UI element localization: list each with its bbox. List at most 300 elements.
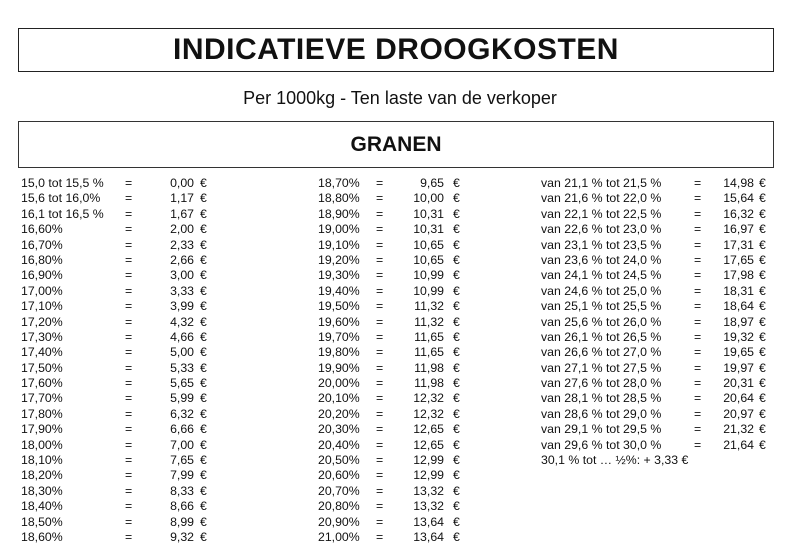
- rate-value: 3,00: [170, 268, 194, 283]
- rate-label: 18,90%: [318, 206, 360, 221]
- rate-value: 17,98: [723, 268, 754, 283]
- rate-value: 5,65: [170, 376, 194, 391]
- rate-label: 17,60%: [21, 376, 63, 391]
- equals-sign: =: [376, 499, 384, 514]
- rate-column-1: [21, 176, 221, 545]
- equals-sign: =: [125, 237, 133, 252]
- rate-row: [21, 468, 221, 483]
- rate-label: 17,00%: [21, 283, 63, 298]
- page-subtitle: Per 1000kg - Ten laste van de verkoper: [243, 88, 557, 108]
- rate-label: 19,10%: [318, 237, 360, 252]
- equals-sign: =: [694, 176, 702, 190]
- page-title-box: [18, 28, 774, 72]
- rate-value: 9,32: [170, 529, 194, 544]
- equals-sign: =: [694, 222, 702, 237]
- rate-label: 18,00%: [21, 437, 63, 452]
- rate-row: [21, 238, 221, 253]
- euro-sign: €: [453, 314, 460, 329]
- rate-label: 16,70%: [21, 237, 63, 252]
- rate-label: 20,50%: [318, 453, 360, 468]
- rate-row: [318, 222, 478, 237]
- rate-value: 12,99: [413, 453, 444, 468]
- rate-value: 13,64: [413, 514, 444, 529]
- rate-label: van 21,1 % tot 21,5 %: [541, 176, 662, 190]
- rate-row: [541, 407, 781, 422]
- rate-row: [318, 284, 478, 299]
- rate-row: [318, 238, 478, 253]
- euro-sign: €: [453, 406, 460, 421]
- equals-sign: =: [376, 360, 384, 375]
- rate-row: [21, 391, 221, 406]
- rate-row: [318, 191, 478, 206]
- rate-label: 17,40%: [21, 345, 63, 360]
- section-header-box: [18, 121, 774, 168]
- rate-value: 9,65: [420, 176, 444, 190]
- euro-sign: €: [200, 468, 207, 483]
- rate-row: [541, 253, 781, 268]
- rate-value: 0,00: [170, 176, 194, 190]
- euro-sign: €: [200, 391, 207, 406]
- rate-value: 20,97: [723, 406, 754, 421]
- rate-row: [318, 453, 478, 468]
- euro-sign: €: [200, 345, 207, 360]
- rate-label: 18,20%: [21, 468, 63, 483]
- rate-row: [541, 207, 781, 222]
- equals-sign: =: [376, 483, 384, 498]
- rate-row: [21, 330, 221, 345]
- rate-row: [318, 330, 478, 345]
- rate-row: [21, 515, 221, 530]
- euro-sign: €: [453, 268, 460, 283]
- rate-value: 1,17: [170, 191, 194, 206]
- euro-sign: €: [759, 376, 766, 391]
- equals-sign: =: [125, 453, 133, 468]
- rate-value: 7,65: [170, 453, 194, 468]
- rate-label: van 24,6 % tot 25,0 %: [541, 283, 662, 298]
- rate-value: 10,65: [413, 252, 444, 267]
- equals-sign: =: [125, 406, 133, 421]
- rate-row: [318, 499, 478, 514]
- rate-row: [318, 299, 478, 314]
- rate-label: 17,10%: [21, 299, 63, 314]
- euro-sign: €: [200, 437, 207, 452]
- rate-label: 18,80%: [318, 191, 360, 206]
- equals-sign: =: [376, 237, 384, 252]
- euro-sign: €: [200, 529, 207, 544]
- equals-sign: =: [376, 283, 384, 298]
- rate-value: 4,32: [170, 314, 194, 329]
- rate-label: van 27,6 % tot 28,0 %: [541, 376, 662, 391]
- euro-sign: €: [453, 376, 460, 391]
- euro-sign: €: [200, 206, 207, 221]
- equals-sign: =: [125, 176, 133, 190]
- rate-row: [541, 238, 781, 253]
- equals-sign: =: [376, 206, 384, 221]
- equals-sign: =: [376, 345, 384, 360]
- rate-row: [541, 376, 781, 391]
- equals-sign: =: [125, 422, 133, 437]
- euro-sign: €: [453, 299, 460, 314]
- rate-label: van 29,1 % tot 29,5 %: [541, 422, 662, 437]
- rate-label: van 24,1 % tot 24,5 %: [541, 268, 662, 283]
- equals-sign: =: [694, 329, 702, 344]
- euro-sign: €: [200, 406, 207, 421]
- equals-sign: =: [694, 376, 702, 391]
- rate-row: [21, 453, 221, 468]
- equals-sign: =: [376, 329, 384, 344]
- equals-sign: =: [694, 391, 702, 406]
- rate-value: 3,99: [170, 299, 194, 314]
- euro-sign: €: [759, 283, 766, 298]
- euro-sign: €: [759, 406, 766, 421]
- rate-column-2: [318, 176, 478, 545]
- rate-row: [541, 299, 781, 314]
- rate-value: 16,97: [723, 222, 754, 237]
- equals-sign: =: [125, 314, 133, 329]
- equals-sign: =: [125, 483, 133, 498]
- rate-row: [318, 391, 478, 406]
- rate-label: 19,00%: [318, 222, 360, 237]
- rate-label: 20,30%: [318, 422, 360, 437]
- rate-label: van 29,6 % tot 30,0 %: [541, 437, 662, 452]
- rate-row: [318, 268, 478, 283]
- euro-sign: €: [453, 422, 460, 437]
- section-title: GRANEN: [350, 132, 442, 156]
- rate-label: 19,60%: [318, 314, 360, 329]
- rate-value: 2,00: [170, 222, 194, 237]
- rate-value: 13,64: [413, 529, 444, 544]
- rate-value: 5,00: [170, 345, 194, 360]
- rate-value: 7,00: [170, 437, 194, 452]
- rate-value: 12,65: [413, 437, 444, 452]
- rate-value: 10,99: [413, 283, 444, 298]
- rate-label: 20,80%: [318, 499, 360, 514]
- rate-row: [318, 315, 478, 330]
- rate-label: 19,20%: [318, 252, 360, 267]
- equals-sign: =: [125, 222, 133, 237]
- rate-label: 17,90%: [21, 422, 63, 437]
- equals-sign: =: [694, 252, 702, 267]
- rate-label: van 28,1 % tot 28,5 %: [541, 391, 662, 406]
- rate-value: 1,67: [170, 206, 194, 221]
- rate-label: 20,70%: [318, 483, 360, 498]
- rate-row: [318, 176, 478, 191]
- rate-label: van 21,6 % tot 22,0 %: [541, 191, 662, 206]
- equals-sign: =: [376, 406, 384, 421]
- euro-sign: €: [200, 252, 207, 267]
- rate-value: 6,66: [170, 422, 194, 437]
- equals-sign: =: [376, 453, 384, 468]
- rate-row: [318, 438, 478, 453]
- page-title: INDICATIEVE DROOGKOSTEN: [173, 33, 619, 66]
- euro-sign: €: [453, 252, 460, 267]
- euro-sign: €: [759, 237, 766, 252]
- euro-sign: €: [453, 191, 460, 206]
- rate-label: 20,00%: [318, 376, 360, 391]
- rate-row: [21, 499, 221, 514]
- equals-sign: =: [376, 391, 384, 406]
- rate-label: 20,10%: [318, 391, 360, 406]
- euro-sign: €: [759, 222, 766, 237]
- equals-sign: =: [125, 299, 133, 314]
- rate-label: 20,90%: [318, 514, 360, 529]
- rate-label: van 22,6 % tot 23,0 %: [541, 222, 662, 237]
- rate-row: [318, 484, 478, 499]
- rate-row: [21, 253, 221, 268]
- rate-label: 18,10%: [21, 453, 63, 468]
- euro-sign: €: [200, 237, 207, 252]
- euro-sign: €: [759, 299, 766, 314]
- euro-sign: €: [759, 391, 766, 406]
- equals-sign: =: [694, 237, 702, 252]
- euro-sign: €: [453, 222, 460, 237]
- euro-sign: €: [453, 437, 460, 452]
- rate-value: 11,32: [414, 314, 444, 329]
- rate-value: 12,65: [413, 422, 444, 437]
- rate-label: van 23,1 % tot 23,5 %: [541, 237, 662, 252]
- equals-sign: =: [376, 422, 384, 437]
- rate-value: 19,65: [723, 345, 754, 360]
- rate-value: 8,66: [170, 499, 194, 514]
- rate-value: 7,99: [170, 468, 194, 483]
- rate-label: 20,40%: [318, 437, 360, 452]
- equals-sign: =: [376, 314, 384, 329]
- euro-sign: €: [759, 191, 766, 206]
- equals-sign: =: [694, 206, 702, 221]
- rate-value: 17,65: [723, 252, 754, 267]
- rate-value: 12,99: [413, 468, 444, 483]
- equals-sign: =: [125, 499, 133, 514]
- rate-row: [318, 468, 478, 483]
- rate-row: [21, 176, 221, 191]
- rate-row: [21, 284, 221, 299]
- euro-sign: €: [759, 422, 766, 437]
- euro-sign: €: [200, 176, 207, 190]
- rate-label: 17,70%: [21, 391, 63, 406]
- rate-row: [541, 191, 781, 206]
- rate-value: 2,66: [170, 252, 194, 267]
- rate-value: 10,65: [413, 237, 444, 252]
- euro-sign: €: [453, 283, 460, 298]
- euro-sign: €: [759, 437, 766, 452]
- euro-sign: €: [200, 299, 207, 314]
- equals-sign: =: [376, 299, 384, 314]
- euro-sign: €: [200, 268, 207, 283]
- rate-value: 8,99: [170, 514, 194, 529]
- rate-label: van 28,6 % tot 29,0 %: [541, 406, 662, 421]
- euro-sign: €: [759, 176, 766, 190]
- equals-sign: =: [125, 268, 133, 283]
- equals-sign: =: [376, 268, 384, 283]
- rate-label: 16,80%: [21, 252, 63, 267]
- rate-row: [541, 438, 781, 453]
- euro-sign: €: [200, 283, 207, 298]
- rate-row: [318, 422, 478, 437]
- rate-value: 10,31: [413, 222, 444, 237]
- equals-sign: =: [376, 376, 384, 391]
- rate-value: 18,31: [723, 283, 754, 298]
- rate-row: [541, 330, 781, 345]
- rate-value: 13,32: [413, 499, 444, 514]
- rate-label: 17,20%: [21, 314, 63, 329]
- rate-row: [541, 361, 781, 376]
- rate-label: 18,30%: [21, 483, 63, 498]
- euro-sign: €: [453, 329, 460, 344]
- rate-label: 15,6 tot 16,0%: [21, 191, 101, 206]
- equals-sign: =: [376, 176, 384, 190]
- equals-sign: =: [125, 360, 133, 375]
- equals-sign: =: [694, 345, 702, 360]
- equals-sign: =: [376, 252, 384, 267]
- rate-row: [318, 345, 478, 360]
- rate-value: 10,00: [413, 191, 444, 206]
- equals-sign: =: [125, 514, 133, 529]
- equals-sign: =: [125, 437, 133, 452]
- rate-label: van 25,6 % tot 26,0 %: [541, 314, 662, 329]
- rate-value: 10,99: [413, 268, 444, 283]
- rate-row: [541, 315, 781, 330]
- rate-row: [21, 376, 221, 391]
- euro-sign: €: [200, 360, 207, 375]
- rate-row: [21, 299, 221, 314]
- equals-sign: =: [125, 468, 133, 483]
- rate-row: [318, 376, 478, 391]
- rate-value: 8,33: [170, 483, 194, 498]
- euro-sign: €: [453, 360, 460, 375]
- equals-sign: =: [694, 360, 702, 375]
- rate-value: 11,65: [414, 345, 444, 360]
- rate-value: 10,31: [413, 206, 444, 221]
- rate-row: [318, 361, 478, 376]
- rate-label: 16,90%: [21, 268, 63, 283]
- euro-sign: €: [453, 529, 460, 544]
- rate-row: [318, 253, 478, 268]
- rate-row: [21, 530, 221, 545]
- rate-row: [541, 222, 781, 237]
- euro-sign: €: [453, 514, 460, 529]
- rate-row: [541, 176, 781, 191]
- euro-sign: €: [200, 483, 207, 498]
- footnote: 30,1 % tot … ½%: + 3,33 €: [541, 453, 689, 468]
- rate-value: 11,65: [414, 329, 444, 344]
- equals-sign: =: [694, 422, 702, 437]
- rate-row: [318, 515, 478, 530]
- rate-label: 19,30%: [318, 268, 360, 283]
- rate-label: 15,0 tot 15,5 %: [21, 176, 104, 190]
- rate-value: 20,31: [723, 376, 754, 391]
- rate-row: [541, 268, 781, 283]
- equals-sign: =: [376, 514, 384, 529]
- rate-label: 19,90%: [318, 360, 360, 375]
- rate-value: 11,98: [414, 376, 444, 391]
- equals-sign: =: [125, 376, 133, 391]
- euro-sign: €: [453, 345, 460, 360]
- rate-value: 18,97: [723, 314, 754, 329]
- euro-sign: €: [200, 499, 207, 514]
- rate-row: [21, 207, 221, 222]
- rate-value: 21,64: [723, 437, 754, 452]
- rate-label: 16,1 tot 16,5 %: [21, 206, 104, 221]
- equals-sign: =: [125, 283, 133, 298]
- euro-sign: €: [453, 483, 460, 498]
- rate-label: van 26,6 % tot 27,0 %: [541, 345, 662, 360]
- rate-label: 18,60%: [21, 529, 63, 544]
- rate-value: 4,66: [170, 329, 194, 344]
- rate-row: [21, 361, 221, 376]
- euro-sign: €: [759, 329, 766, 344]
- rate-row: [541, 284, 781, 299]
- euro-sign: €: [759, 268, 766, 283]
- equals-sign: =: [694, 283, 702, 298]
- equals-sign: =: [125, 329, 133, 344]
- euro-sign: €: [200, 453, 207, 468]
- euro-sign: €: [759, 345, 766, 360]
- euro-sign: €: [453, 206, 460, 221]
- euro-sign: €: [200, 222, 207, 237]
- euro-sign: €: [453, 453, 460, 468]
- rate-row: [318, 207, 478, 222]
- equals-sign: =: [125, 206, 133, 221]
- rate-value: 19,32: [723, 329, 754, 344]
- euro-sign: €: [200, 376, 207, 391]
- rate-row: [21, 268, 221, 283]
- equals-sign: =: [125, 345, 133, 360]
- euro-sign: €: [200, 422, 207, 437]
- rate-label: van 27,1 % tot 27,5 %: [541, 360, 662, 375]
- equals-sign: =: [694, 191, 702, 206]
- rate-row: [541, 422, 781, 437]
- rate-label: 19,40%: [318, 283, 360, 298]
- rate-value: 12,32: [413, 391, 444, 406]
- rate-row: [21, 222, 221, 237]
- rate-value: 20,64: [723, 391, 754, 406]
- equals-sign: =: [376, 437, 384, 452]
- rate-label: van 22,1 % tot 22,5 %: [541, 206, 662, 221]
- rate-value: 17,31: [723, 237, 754, 252]
- rate-row: [21, 438, 221, 453]
- rate-row: [21, 407, 221, 422]
- rate-label: 16,60%: [21, 222, 63, 237]
- equals-sign: =: [376, 191, 384, 206]
- equals-sign: =: [376, 529, 384, 544]
- euro-sign: €: [453, 499, 460, 514]
- rate-row: [541, 345, 781, 360]
- equals-sign: =: [694, 437, 702, 452]
- rate-label: 18,40%: [21, 499, 63, 514]
- rate-label: 19,50%: [318, 299, 360, 314]
- rate-value: 18,64: [723, 299, 754, 314]
- rate-label: 17,30%: [21, 329, 63, 344]
- euro-sign: €: [453, 237, 460, 252]
- euro-sign: €: [200, 314, 207, 329]
- euro-sign: €: [200, 191, 207, 206]
- equals-sign: =: [376, 468, 384, 483]
- rate-label: 17,80%: [21, 406, 63, 421]
- rate-label: 19,80%: [318, 345, 360, 360]
- rate-row: [21, 315, 221, 330]
- rate-label: van 26,1 % tot 26,5 %: [541, 329, 662, 344]
- rate-column-3: [541, 176, 781, 468]
- equals-sign: =: [694, 299, 702, 314]
- equals-sign: =: [694, 406, 702, 421]
- euro-sign: €: [453, 176, 460, 190]
- rate-row: [21, 345, 221, 360]
- equals-sign: =: [125, 391, 133, 406]
- equals-sign: =: [125, 252, 133, 267]
- rate-value: 13,32: [413, 483, 444, 498]
- euro-sign: €: [200, 514, 207, 529]
- rate-value: 5,99: [170, 391, 194, 406]
